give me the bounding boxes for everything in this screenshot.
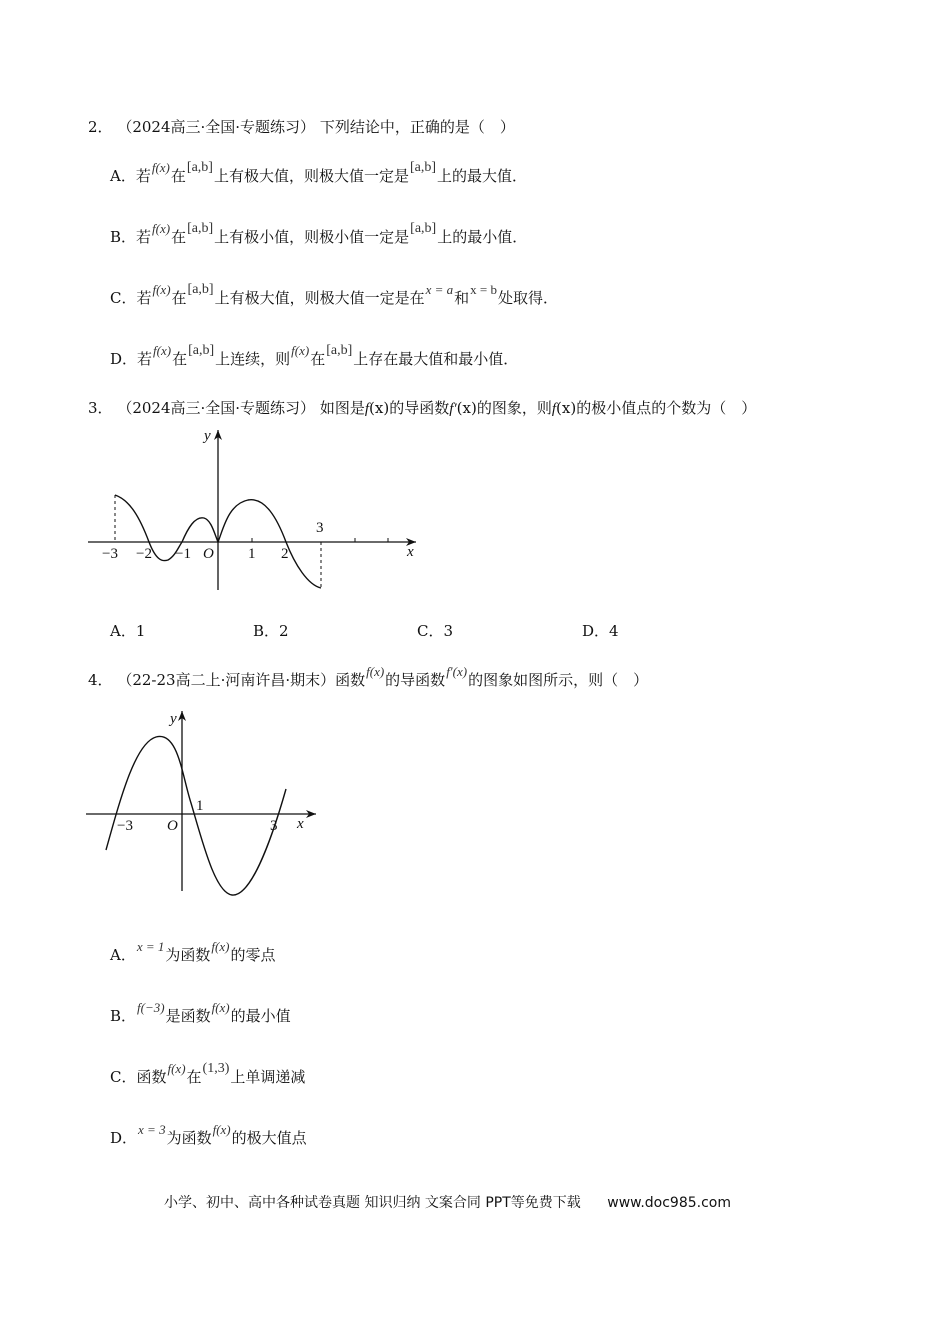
question-4-header: 4． （22-23高二上·河南许昌·期末）函数f(x)的导函数f′(x)的图象如图所示，则（ ） xyxy=(88,664,649,689)
origin-label: O xyxy=(167,818,178,834)
q4-option-a: A．x = 1为函数f(x)的零点 xyxy=(110,939,276,964)
derivative-curve xyxy=(106,736,286,895)
math-fx: f(x) xyxy=(153,343,172,358)
q4-option-b: B．f(−3)是函数f(x)的最小值 xyxy=(110,1000,291,1025)
tick-label: −2 xyxy=(136,546,152,562)
tick-label: 3 xyxy=(270,818,278,834)
q4-derivative-graph xyxy=(80,705,320,900)
math-interval: [a,b] xyxy=(186,160,213,175)
y-axis-label: y xyxy=(170,711,177,727)
q2-option-b: B．若f(x)在[a,b]上有极小值，则极小值一定是[a,b]上的最小值． xyxy=(110,221,528,246)
tick-label: 3 xyxy=(316,520,324,536)
math-fx: f(x) xyxy=(211,939,230,954)
math-fx: f(x) xyxy=(212,1122,231,1137)
math-interval: [a,b] xyxy=(410,221,437,236)
tick-label: 2 xyxy=(281,546,289,562)
math-fx: f(x) xyxy=(167,1061,186,1076)
math-fx: f(x) xyxy=(366,664,385,679)
q3-option-b: B．2 xyxy=(253,622,289,640)
footer xyxy=(164,1192,731,1212)
tick-label: −3 xyxy=(117,818,133,834)
q2-option-d: D．若f(x)在[a,b]上连续，则f(x)在[a,b]上存在最大值和最小值． xyxy=(110,343,519,368)
math-interval: [a,b] xyxy=(326,343,353,358)
x-axis-label: x xyxy=(407,544,414,560)
footer-text: 小学、初中、高中各种试卷真题 知识归纳 文案合同 PPT等免费下载 xyxy=(164,1195,581,1211)
math-interval: [a,b] xyxy=(188,343,215,358)
math-expr: x = 1 xyxy=(136,939,165,954)
q4-option-c: C．函数f(x)在(1,3)上单调递减 xyxy=(110,1061,306,1086)
origin-label: O xyxy=(203,546,214,562)
math-x-eq-a: x = a xyxy=(425,282,454,297)
question-source: （2024高三·全国·专题练习） xyxy=(117,399,316,417)
tick-label: −1 xyxy=(175,546,191,562)
question-number: 3． xyxy=(88,399,113,417)
q2-option-a: A．若f(x)在[a,b]上有极大值，则极大值一定是[a,b]上的最大值． xyxy=(110,160,528,185)
tick-label: −3 xyxy=(102,546,118,562)
question-2-header xyxy=(88,117,515,137)
q4-option-d: D．x = 3为函数f(x)的极大值点 xyxy=(110,1122,307,1147)
question-stem: 下列结论中，正确的是（ ） xyxy=(319,118,515,136)
tick-label: 1 xyxy=(248,546,256,562)
math-fx: f(x) xyxy=(291,343,310,358)
question-number: 2． xyxy=(88,118,113,136)
q3-derivative-graph xyxy=(80,420,430,600)
question-3-header: 3． （2024高三·全国·专题练习） 如图是f(x)的导函数f′(x)的图象，则f(x)的极小值点的个数为（ ） xyxy=(88,399,757,417)
x-axis-label: x xyxy=(297,816,304,832)
math-fx: f(x) xyxy=(152,221,171,236)
q3-option-c: C．3 xyxy=(417,622,454,640)
math-expr: x = 3 xyxy=(138,1122,166,1137)
question-source: （22-23高二上·河南许昌·期末） xyxy=(117,671,336,689)
math-fx: f(x) xyxy=(152,282,171,297)
question-source: （2024高三·全国·专题练习） xyxy=(117,118,316,136)
footer-link[interactable]: www.doc985.com xyxy=(607,1195,731,1211)
math-interval: [a,b] xyxy=(187,282,214,297)
math-fx: f(x) xyxy=(211,1000,230,1015)
tick-label: 1 xyxy=(196,798,204,814)
math-x-eq-b: x = b xyxy=(470,282,498,297)
y-axis-label: y xyxy=(204,428,211,444)
math-interval: (1,3) xyxy=(202,1061,230,1076)
q2-option-c: C．若f(x)在[a,b]上有极大值，则极大值一定是在x = a和x = b处取得． xyxy=(110,282,559,307)
math-fpx: f′(x) xyxy=(446,664,468,679)
q3-option-a: A．1 xyxy=(110,622,146,640)
math-fx: f(x) xyxy=(151,160,170,175)
q3-option-d: D．4 xyxy=(582,622,619,640)
math-interval: [a,b] xyxy=(409,160,437,175)
question-number: 4． xyxy=(88,671,113,689)
math-expr: f(−3) xyxy=(137,1000,165,1015)
math-interval: [a,b] xyxy=(187,221,214,236)
